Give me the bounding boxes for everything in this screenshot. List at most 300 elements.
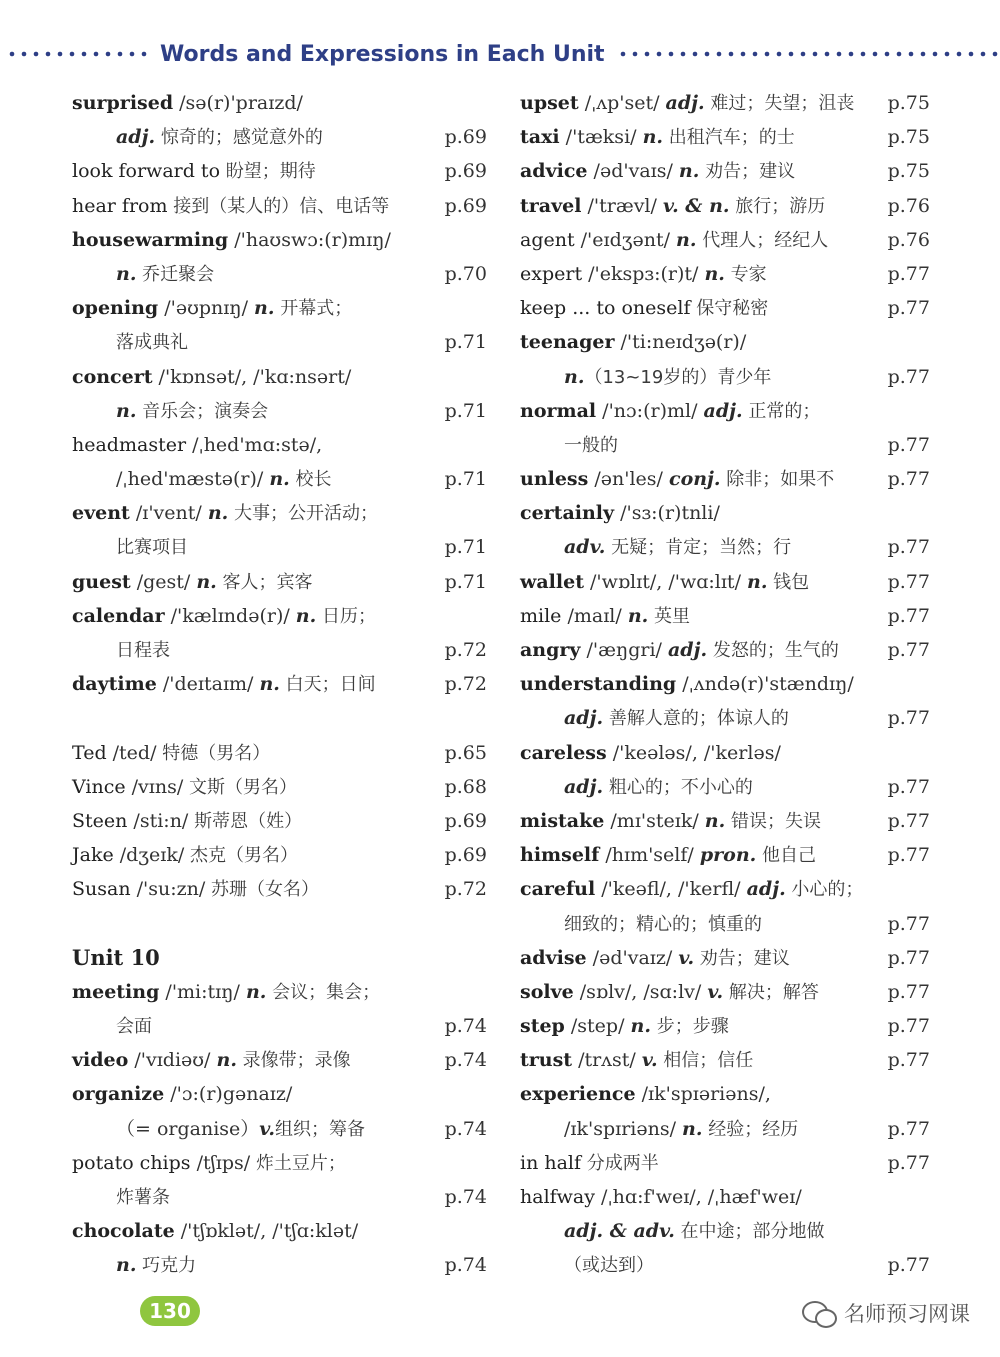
headword: wallet (520, 570, 584, 593)
phonetic: /ˌʌndə(r)'stændɪŋ/ (676, 673, 854, 696)
vocab-entry-line (520, 462, 930, 496)
vocab-entry-line (520, 1077, 930, 1111)
vocab-entry-line (520, 291, 930, 325)
part-of-speech: v. (707, 980, 724, 1003)
chinese-meaning: 炸土豆片； (250, 1152, 346, 1174)
vocab-entry-line (520, 907, 930, 941)
page-reference: p.77 (887, 1049, 930, 1072)
phonetic: /'kælɪndə(r)/ (164, 604, 296, 627)
chinese-meaning: 杰克（男名） (184, 845, 299, 867)
unit-heading: Unit 10 (72, 944, 160, 970)
headword: advice (520, 160, 588, 183)
page-reference: p.77 (887, 1117, 930, 1140)
headword: potato chips (72, 1151, 191, 1174)
page-reference: p.77 (887, 946, 930, 969)
chinese-meaning: 文斯（男名） (183, 776, 297, 798)
part-of-speech: pron. (699, 844, 757, 867)
vocab-entry-line (520, 86, 930, 120)
phonetic: /əd'vaɪz/ (586, 946, 679, 969)
part-of-speech: adj. (564, 775, 604, 798)
phonetic: /'deɪtaɪm/ (156, 673, 260, 696)
chinese-meaning: 比赛项目 (116, 537, 188, 559)
page-reference: p.77 (887, 536, 930, 559)
vocab-entry-line (72, 804, 487, 838)
part-of-speech: n. (216, 1049, 237, 1072)
vocab-entry-line (520, 1214, 930, 1248)
phonetic: /'keələs/, /'kerləs/ (606, 741, 781, 764)
part-of-speech: n. (196, 570, 217, 593)
chinese-meaning: 巧克力 (136, 1255, 197, 1277)
vocab-entry-line (72, 223, 487, 257)
chinese-meaning: 专家 (724, 263, 767, 285)
page-reference: p.77 (887, 707, 930, 730)
chinese-meaning: 校长 (289, 469, 332, 491)
chinese-meaning: 惊奇的；感觉意外的 (155, 127, 323, 149)
vocab-entry-line (520, 1146, 930, 1180)
headword: solve (520, 980, 574, 1003)
headword: Steen (72, 809, 128, 832)
vocab-entry-line (72, 120, 487, 154)
vocab-entry-line (520, 325, 930, 359)
vocab-entry-line (72, 189, 487, 223)
headword: halfway (520, 1186, 595, 1208)
vocab-entry-line (72, 360, 487, 394)
vocab-entry-line (72, 1248, 487, 1282)
page-reference: p.75 (887, 126, 930, 149)
page-reference: p.77 (887, 809, 930, 832)
chinese-meaning: 解决；解答 (723, 981, 819, 1003)
chinese-meaning: 日历； (316, 605, 376, 627)
page-reference: p.71 (444, 536, 487, 559)
chinese-meaning: 日程表 (116, 640, 170, 661)
phonetic: /'vɪdiəʊ/ (128, 1049, 217, 1072)
part-of-speech: n. (747, 570, 768, 593)
vocab-entry-line (72, 838, 487, 872)
vocab-entry-line (520, 941, 930, 975)
chinese-meaning: 英里 (648, 605, 690, 627)
page-reference: p.74 (444, 1015, 487, 1038)
headword: in half (520, 1151, 582, 1174)
page-reference: p.77 (887, 775, 930, 798)
part-of-speech: v. & n. (662, 194, 730, 217)
part-of-speech: v. (259, 1117, 276, 1140)
part-of-speech: n. (642, 126, 664, 149)
headword: surprised (72, 92, 174, 114)
part-of-speech: n. (295, 604, 317, 627)
phonetic: /ˌhed'mɑ:stə/, (186, 433, 323, 456)
chinese-meaning: 炸薯条 (116, 1187, 170, 1208)
chinese-meaning: 步；步骤 (650, 1016, 729, 1038)
headword: experience (520, 1083, 636, 1106)
page-reference: p.71 (444, 331, 487, 354)
phonetic: /step/ (564, 1015, 631, 1038)
headword: mistake (520, 809, 605, 832)
vocab-entry-line (520, 1180, 930, 1214)
headword: careful (520, 878, 596, 901)
headword: Susan (72, 878, 131, 901)
chinese-meaning: 音乐会；演奏会 (136, 400, 269, 422)
vocab-entry-line (520, 1248, 930, 1282)
watermark-text: 名师预习网课 (844, 1302, 970, 1326)
page-reference: p.69 (444, 160, 487, 183)
chinese-meaning: 会面 (116, 1016, 152, 1038)
phonetic: /'haʊswɔ:(r)mɪŋ/ (228, 228, 391, 251)
page-reference: p.72 (444, 878, 487, 901)
phonetic: /hɪm'self/ (599, 844, 700, 867)
chinese-meaning: 难过；失望；沮丧 (704, 93, 855, 114)
vocab-entry-line (72, 1146, 487, 1180)
phonetic: /'nɔ:(r)ml/ (596, 399, 704, 422)
phonetic: /ɪ'vent/ (129, 502, 208, 525)
vocab-entry-line (520, 838, 930, 872)
page-reference: p.74 (444, 1186, 487, 1208)
vocab-entry-line (72, 1112, 487, 1146)
vocab-entry-line (72, 872, 487, 906)
page-reference: p.77 (887, 1254, 930, 1277)
headword: unless (520, 468, 589, 491)
headword: meeting (72, 980, 160, 1003)
headword: calendar (72, 604, 165, 627)
headword: himself (520, 844, 600, 867)
headword: look forward to (72, 160, 221, 183)
part-of-speech: adv. (564, 536, 606, 559)
chinese-meaning: 在中途；部分地做 (674, 1221, 825, 1243)
headword: hear from (72, 194, 168, 217)
page-reference: p.69 (444, 809, 487, 832)
headword: Ted (72, 741, 107, 764)
phonetic: /'ekspɜ:(r)t/ (582, 262, 705, 285)
phonetic: /sti:n/ (127, 809, 189, 832)
vocab-entry-line (72, 1009, 487, 1043)
headword: housewarming (72, 228, 229, 251)
page-number-badge: 130 (140, 1296, 200, 1326)
vocab-entry-line (520, 360, 930, 394)
vocab-entry-line (72, 565, 487, 599)
chinese-meaning: 他自己 (756, 845, 816, 867)
vocab-entry-line (72, 975, 487, 1009)
part-of-speech: v. (641, 1049, 658, 1072)
phonetic: /'ti:neɪdʒə(r)/ (614, 331, 747, 354)
page-reference: p.77 (887, 570, 930, 593)
part-of-speech: n. (116, 262, 137, 285)
part-of-speech: n. (678, 160, 700, 183)
vocab-entry-line (72, 325, 487, 359)
phonetic: /əd'vaɪs/ (587, 160, 679, 183)
page-reference: p.77 (887, 297, 930, 320)
chinese-meaning: 接到（某人的）信、电话等 (167, 195, 390, 217)
page-reference: p.77 (887, 912, 930, 935)
part-of-speech: n. (269, 468, 290, 491)
chinese-meaning: 相信；信任 (657, 1050, 754, 1072)
part-of-speech: n. (116, 399, 137, 422)
page-reference: p.69 (444, 194, 487, 217)
part-of-speech: adj. (746, 878, 786, 901)
phonetic: /mɪ'steɪk/ (604, 809, 705, 832)
vocab-entry-line (520, 975, 930, 1009)
page-reference: p.74 (444, 1117, 487, 1140)
vocab-entry-line (520, 701, 930, 735)
phonetic: /tʃɪps/ (190, 1151, 251, 1174)
headword: agent (520, 228, 575, 251)
vocab-entry-line (520, 804, 930, 838)
part-of-speech: n. (627, 604, 649, 627)
page-reference: p.75 (887, 160, 930, 183)
part-of-speech: n. (254, 297, 275, 320)
vocab-entry-line (72, 667, 487, 701)
part-of-speech: n. (207, 502, 229, 525)
vocab-entry-line (72, 257, 487, 291)
page-reference: p.72 (444, 639, 487, 661)
headword: trust (520, 1049, 573, 1072)
page-reference: p.77 (887, 980, 930, 1003)
headword: expert (520, 262, 583, 285)
phonetic: /'su:zn/ (130, 878, 206, 901)
chinese-meaning: 出租汽车；的士 (663, 127, 795, 149)
headword: keep ... to oneself (520, 297, 691, 320)
chinese-meaning: 小心的； (785, 879, 864, 901)
headword: upset (520, 92, 579, 114)
page-reference: p.71 (444, 468, 487, 491)
vocab-entry-line (520, 1112, 930, 1146)
vocab-entry-line (72, 496, 487, 530)
vocab-entry-line (520, 223, 930, 257)
phonetic: /trʌst/ (572, 1049, 642, 1072)
headword: daytime (72, 673, 157, 696)
vocab-entry-line (72, 530, 487, 564)
spacer (72, 907, 487, 941)
phonetic: /sə(r)'praɪzd/ (173, 92, 303, 114)
headword: angry (520, 639, 581, 661)
headword: step (520, 1015, 565, 1038)
page-reference: p.72 (444, 673, 487, 696)
vocab-entry-line (520, 394, 930, 428)
chinese-meaning: 劝告；建议 (699, 161, 796, 183)
headword: mile (520, 604, 562, 627)
page-reference: p.70 (444, 262, 487, 285)
phonetic: /'əʊpnɪŋ/ (158, 297, 255, 320)
phonetic: /'mi:tɪŋ/ (159, 980, 246, 1003)
phonetic: /ɪk'spɪəriəns/, (635, 1083, 771, 1106)
phonetic: /ˌhɑ:f'weɪ/, /ˌhæf'weɪ/ (595, 1186, 802, 1208)
part-of-speech: n. (704, 262, 725, 285)
phonetic: /'kɒnsət/, /'kɑ:nsərt/ (152, 365, 352, 388)
part-of-speech: adj. (665, 92, 705, 114)
phonetic: /vɪns/ (125, 775, 184, 798)
vocab-entry-line (520, 599, 930, 633)
phonetic: /sɒlv/, /sɑ:lv/ (573, 980, 708, 1003)
part-of-speech: adj. (703, 399, 743, 422)
phonetic: /dʒeɪk/ (113, 844, 185, 867)
vocab-entry-line (520, 189, 930, 223)
vocab-entry-line (72, 86, 487, 120)
vocab-entry-line (72, 1214, 487, 1248)
headword: Jake (72, 844, 114, 867)
chinese-meaning: 无疑；肯定；当然；行 (605, 537, 792, 559)
page-reference: p.74 (444, 1049, 487, 1072)
page-reference: p.69 (444, 844, 487, 867)
vocab-entry-line (520, 872, 930, 906)
vocab-entry-line (72, 462, 487, 496)
phonetic: /'eɪdʒənt/ (574, 228, 677, 251)
chinese-meaning: 代理人；经纪人 (696, 229, 829, 251)
chinese-meaning: 盼望；期待 (220, 161, 316, 183)
chinese-meaning: 分成两半 (581, 1152, 659, 1174)
section-header (0, 34, 1000, 74)
page-reference: p.77 (887, 365, 930, 388)
vocab-entry-line (72, 291, 487, 325)
headword: opening (72, 297, 159, 320)
phonetic: /'tæksi/ (559, 126, 643, 149)
page-reference: p.71 (444, 399, 487, 422)
chinese-meaning: 落成典礼 (116, 332, 188, 354)
chinese-meaning: 会议；集会； (266, 981, 381, 1003)
page-reference: p.77 (887, 639, 930, 661)
page-reference: p.69 (444, 126, 487, 149)
vocab-entry-line (520, 120, 930, 154)
page-reference: p.77 (887, 1015, 930, 1038)
headword: Vince (72, 775, 126, 798)
phonetic: /'tʃɒklət/, /'tʃɑ:klət/ (174, 1220, 359, 1243)
vocab-entry-line (520, 667, 930, 701)
watermark (802, 1296, 970, 1330)
page-reference: p.75 (887, 92, 930, 114)
page-reference: p.76 (887, 194, 930, 217)
part-of-speech: n. (630, 1015, 651, 1038)
page-reference: p.77 (887, 604, 930, 627)
chinese-meaning: 录像带；录像 (236, 1050, 351, 1072)
chinese-meaning: 白天；日间 (279, 674, 376, 696)
headword: teenager (520, 331, 615, 354)
headword: concert (72, 365, 153, 388)
headword: video (72, 1049, 129, 1072)
vocab-entry-line (520, 154, 930, 188)
headword: careless (520, 741, 607, 764)
phonetic: /ən'les/ (588, 468, 669, 491)
vocab-entry-line (520, 770, 930, 804)
vocab-entry-line (520, 565, 930, 599)
vocab-entry-line (520, 496, 930, 530)
part-of-speech: n. (259, 673, 280, 696)
chinese-meaning: 除非；如果不 (720, 469, 835, 491)
phonetic: /ɪk'spɪriəns/ (564, 1117, 683, 1140)
phonetic: /ted/ (106, 741, 157, 764)
page-reference: p.77 (887, 262, 930, 285)
chinese-meaning: 开幕式； (274, 298, 353, 320)
vocab-entry-line (520, 257, 930, 291)
headword: normal (520, 399, 597, 422)
chinese-meaning: 粗心的；不小心的 (603, 776, 753, 798)
header-dots-left (6, 51, 148, 57)
chinese-meaning: 钱包 (767, 571, 810, 593)
part-of-speech: adj. (668, 639, 708, 661)
vocab-entry-line (72, 1077, 487, 1111)
header-dots-right (617, 51, 1000, 57)
chinese-meaning: 客人；宾客 (216, 571, 313, 593)
headword: advise (520, 946, 587, 969)
part-of-speech: n. (564, 365, 585, 388)
part-of-speech: conj. (669, 468, 721, 491)
vocab-column-right (520, 86, 930, 1283)
vocab-entry-line (72, 1043, 487, 1077)
chinese-meaning: 乔迁聚会 (136, 263, 215, 285)
part-of-speech: adj. (116, 126, 156, 149)
vocab-entry-line (520, 1009, 930, 1043)
part-of-speech: n. (682, 1117, 703, 1140)
headword: organize (72, 1083, 165, 1106)
chinese-meaning: （或达到） (564, 1255, 654, 1277)
vocab-entry-line (520, 428, 930, 462)
part-of-speech: adj. & adv. (564, 1220, 675, 1243)
headword: travel (520, 194, 582, 217)
phonetic: /ˌhed'mæstə(r)/ (116, 468, 270, 491)
vocab-entry-line (520, 633, 930, 667)
chinese-meaning: 斯蒂恩（姓） (188, 810, 303, 832)
vocab-entry-line (520, 530, 930, 564)
part-of-speech: n. (116, 1254, 137, 1277)
page-reference: p.68 (444, 775, 487, 798)
chinese-meaning: 正常的； (742, 400, 821, 422)
headword: understanding (520, 673, 677, 696)
chinese-meaning: 组织；筹备 (275, 1118, 366, 1140)
chinese-meaning: 发怒的；生气的 (707, 640, 839, 661)
headword: guest (72, 570, 131, 593)
chinese-meaning: 特德（男名） (156, 742, 271, 764)
page-reference: p.77 (887, 1151, 930, 1174)
vocab-entry-line (72, 428, 487, 462)
phonetic: /'ɔ:(r)gənaɪz/ (164, 1083, 293, 1106)
vocab-entry-line (72, 1180, 487, 1214)
headword: chocolate (72, 1220, 175, 1243)
chinese-meaning: 一般的 (564, 434, 618, 456)
headword: event (72, 502, 130, 525)
chinese-meaning: 旅行；游历 (729, 195, 826, 217)
vocab-entry-line (72, 154, 487, 188)
chinese-meaning: （13~19岁的）青少年 (584, 366, 772, 388)
chinese-meaning: 细致的；精心的；慎重的 (564, 913, 762, 935)
phonetic: /maɪl/ (561, 604, 628, 627)
chinese-meaning: 经验；经历 (702, 1118, 799, 1140)
page-reference: p.77 (887, 844, 930, 867)
phonetic: /ˌʌp'set/ (578, 92, 666, 114)
headword: taxi (520, 126, 560, 149)
vocab-entry-line (520, 1043, 930, 1077)
chinese-meaning: 错误；失误 (725, 810, 821, 832)
chinese-meaning: 大事；公开活动； (228, 503, 379, 525)
headword: certainly (520, 502, 615, 525)
phonetic: /'sɜ:(r)tnli/ (614, 502, 720, 525)
chinese-meaning: 劝告；建议 (694, 947, 790, 969)
chinese-meaning: 保守秘密 (690, 298, 769, 320)
part-of-speech: adj. (564, 707, 604, 730)
part-of-speech: n. (676, 228, 697, 251)
vocab-column-left (72, 86, 487, 1283)
phonetic: /'trævl/ (581, 194, 663, 217)
phonetic: /gest/ (130, 570, 197, 593)
phonetic: /'keəfl/, /'kerfl/ (595, 878, 747, 901)
page-reference: p.65 (444, 741, 487, 764)
page-title: Words and Expressions in Each Unit (160, 41, 605, 67)
vocab-entry-line (72, 599, 487, 633)
vocab-entry-line (72, 394, 487, 428)
chinese-meaning: 善解人意的；体谅人的 (603, 708, 789, 730)
page-reference: p.71 (444, 570, 487, 593)
page-reference: p.74 (444, 1254, 487, 1277)
vocab-entry-line (72, 633, 487, 667)
headword: headmaster (72, 433, 187, 456)
vocab-entry-line (520, 736, 930, 770)
spacer (72, 701, 487, 735)
part-of-speech: n. (704, 809, 726, 832)
